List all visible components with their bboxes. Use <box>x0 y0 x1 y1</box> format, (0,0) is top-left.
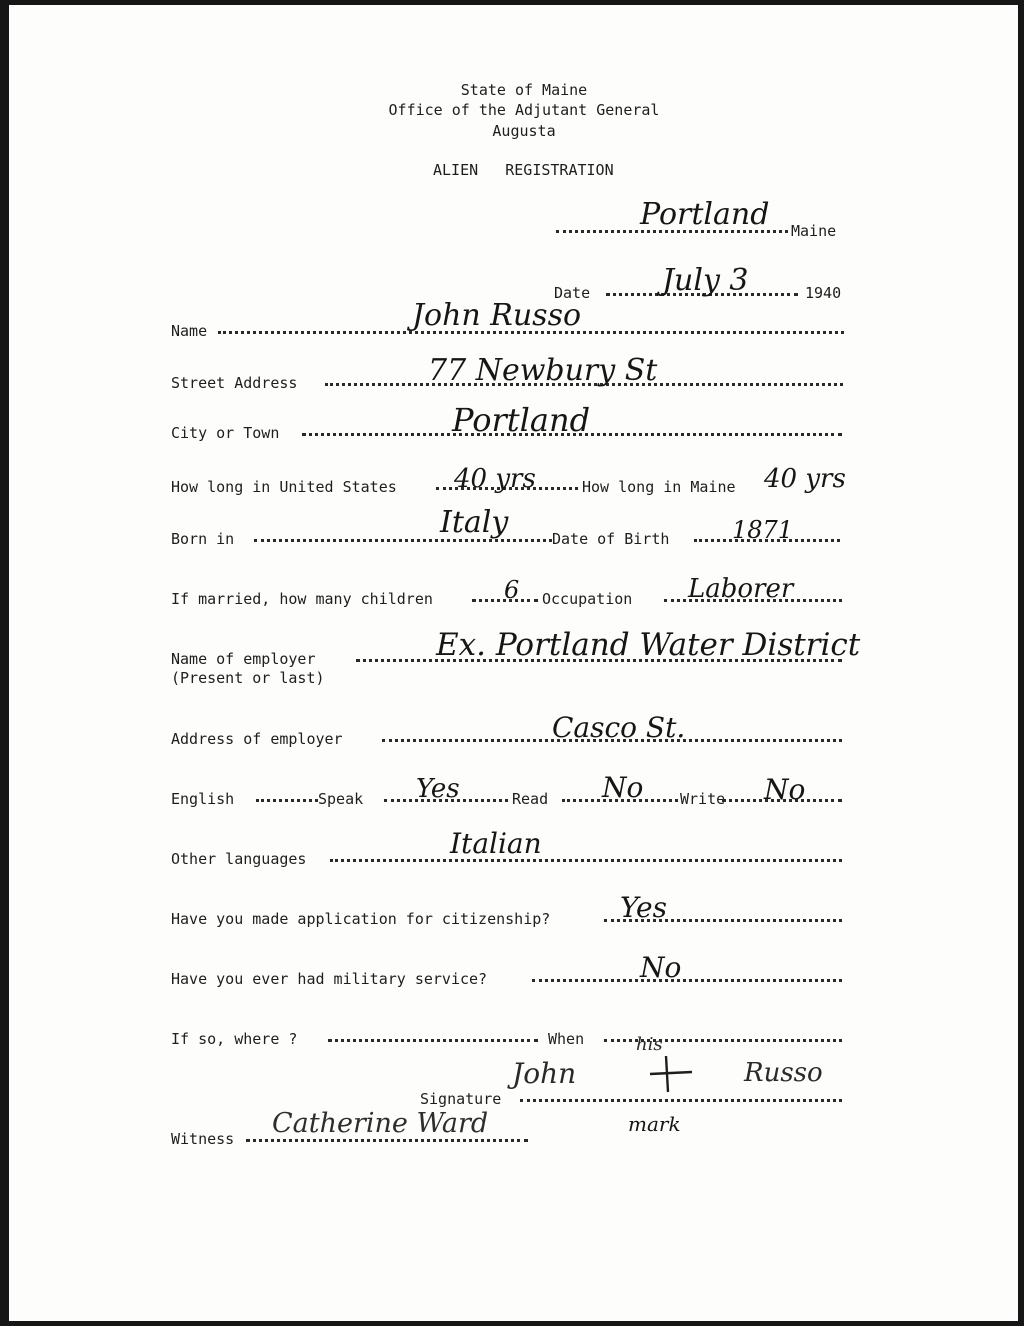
write-handwritten: No <box>764 773 806 806</box>
street-handwritten: 77 Newbury St <box>428 353 658 388</box>
us-years-label: How long in United States <box>171 478 397 496</box>
speak-label: Speak <box>318 790 364 808</box>
other-lang-dots <box>330 859 842 862</box>
citizenship-handwritten: Yes <box>620 891 667 924</box>
read-handwritten: No <box>602 771 644 804</box>
header-state: State of Maine <box>460 81 588 99</box>
witness-dots <box>246 1139 528 1142</box>
where-label: If so, where ? <box>171 1030 298 1048</box>
scan-edge-bottom <box>0 1321 1024 1326</box>
city-label: City or Town <box>171 424 280 442</box>
signature-mark-word: mark <box>628 1112 681 1136</box>
scan-edge-right <box>1018 0 1024 1326</box>
speak-handwritten: Yes <box>416 774 460 804</box>
military-handwritten: No <box>640 951 682 984</box>
dob-handwritten: 1871 <box>732 516 794 544</box>
name-label: Name <box>171 322 208 340</box>
date-year: 1940 <box>805 284 842 302</box>
english-dots <box>256 799 318 802</box>
date-label: Date <box>554 284 591 302</box>
date-handwritten: July 3 <box>662 263 749 298</box>
scan-edge-left <box>0 0 9 1326</box>
where-dots <box>328 1039 538 1042</box>
read-label: Read <box>512 790 549 808</box>
name-handwritten: John Russo <box>412 298 582 333</box>
signature-his: his <box>636 1034 663 1055</box>
occupation-handwritten: Laborer <box>688 574 794 604</box>
place-suffix: Maine <box>791 222 837 240</box>
employer-address-label: Address of employer <box>171 730 343 748</box>
witness-handwritten: Catherine Ward <box>272 1108 489 1139</box>
citizenship-label: Have you made application for citizenship? <box>171 910 551 928</box>
signature-label: Signature <box>420 1090 502 1108</box>
born-handwritten: Italy <box>440 505 509 540</box>
employer-label-sub: (Present or last) <box>171 669 325 687</box>
signature-last: Russo <box>744 1058 823 1088</box>
other-lang-handwritten: Italian <box>450 827 542 860</box>
header-office: Office of the Adjutant General <box>388 101 660 119</box>
occupation-label: Occupation <box>542 590 633 608</box>
scan-edge-top <box>0 0 1024 5</box>
military-dots <box>532 979 842 982</box>
employer-label: Name of employer <box>171 650 316 668</box>
children-label: If married, how many children <box>171 590 433 608</box>
employer-address-handwritten: Casco St. <box>552 711 686 744</box>
maine-years-label: How long in Maine <box>582 478 736 496</box>
witness-label: Witness <box>171 1130 235 1148</box>
dob-label: Date of Birth <box>552 530 670 548</box>
military-label: Have you ever had military service? <box>171 970 488 988</box>
born-label: Born in <box>171 530 235 548</box>
city-handwritten: Portland <box>452 401 591 439</box>
header-city: Augusta <box>492 122 556 140</box>
children-handwritten: 6 <box>504 576 520 604</box>
other-lang-label: Other languages <box>171 850 307 868</box>
english-label: English <box>171 790 235 808</box>
write-label: Write <box>680 790 726 808</box>
signature-cross-mark <box>648 1054 694 1094</box>
signature-dots <box>520 1099 842 1102</box>
maine-years-handwritten: 40 yrs <box>764 464 846 494</box>
signature-first: John <box>512 1057 577 1090</box>
place-handwritten: Portland <box>640 197 770 232</box>
street-label: Street Address <box>171 374 298 392</box>
employer-handwritten: Ex. Portland Water District <box>436 627 861 663</box>
form-title: ALIEN REGISTRATION <box>433 161 614 179</box>
us-years-handwritten: 40 yrs <box>454 464 536 494</box>
when-label: When <box>548 1030 585 1048</box>
